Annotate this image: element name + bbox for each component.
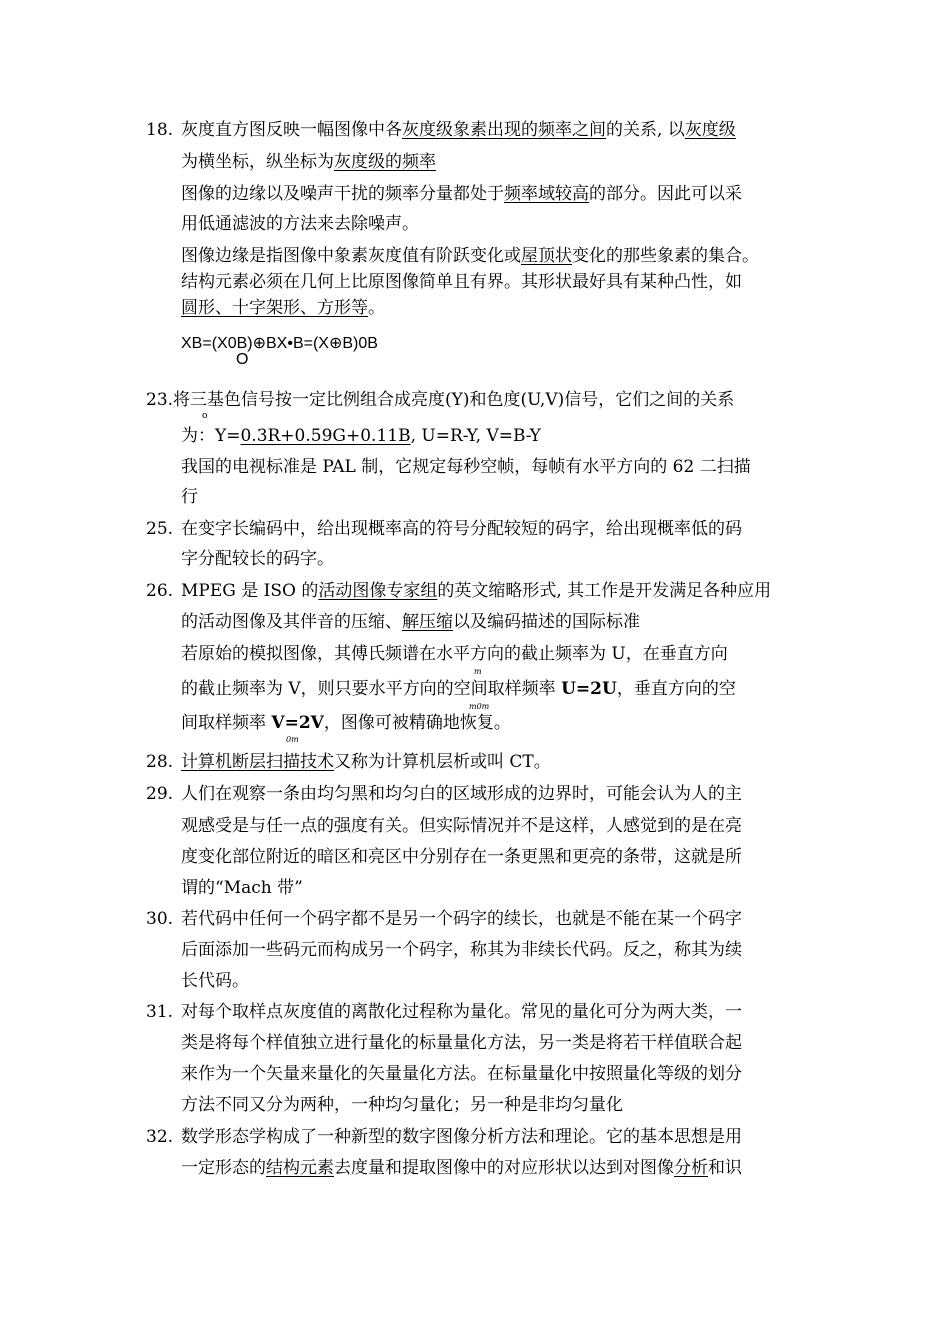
item-number: 29.: [146, 784, 174, 804]
pal-paragraph-line-1: 我国的电视标准是 PAL 制，它规定每秒空帧，每帧有水平方向的 62 二扫描: [181, 457, 751, 477]
noise-paragraph-line-2: 用低通滤波的方法来去除噪声。: [181, 214, 419, 234]
item-29-line-2: 观感受是与任一点的强度有关。但实际情况并不是这样，人感觉到的是在亮: [181, 816, 742, 836]
item-18-line-2: 为横坐标，纵坐标为灰度级的频率: [181, 152, 436, 172]
pal-paragraph-line-2: 行: [181, 487, 198, 507]
item-29-line-4: 谓的“Mach 带”: [181, 878, 303, 898]
small-marker: o: [202, 411, 208, 421]
item-26-line-1: MPEG 是 ISO 的活动图像专家组的英文缩略形式, 其工作是开发满足各种应用: [181, 581, 772, 601]
underlined-term: 圆形、十字架形、方形等: [181, 298, 368, 318]
item-number: 25.: [146, 519, 174, 539]
item-number: 26.: [146, 581, 174, 601]
item-29-line-3: 度变化部位附近的暗区和亮区中分别存在一条更黑和更亮的条带，这就是所: [181, 847, 742, 867]
item-30-line-3: 长代码。: [181, 971, 249, 991]
subscript-note: m: [474, 667, 482, 676]
edge-paragraph-line-1: 图像边缘是指图像中象素灰度值有阶跃变化或屋顶状变化的那些象素的集合。: [181, 246, 759, 266]
item-31-line-2: 类是将每个样值独立进行量化的标量量化方法，另一类是将若干样值联合起: [181, 1033, 742, 1053]
subscript-note: 0m: [286, 735, 299, 744]
item-number: 31.: [146, 1002, 174, 1022]
underlined-term: 灰度级的频率: [334, 152, 436, 172]
item-32-line-1: 数学形态学构成了一种新型的数字图像分析方法和理论。它的基本思想是用: [181, 1127, 742, 1147]
underlined-term: 频率域较高: [504, 184, 589, 204]
item-29-line-1: 人们在观察一条由均匀黑和均匀白的区域形成的边界时，可能会认为人的主: [181, 784, 742, 804]
formula-subscript: O: [236, 351, 249, 368]
structure-paragraph-line-1: 结构元素必须在几何上比原图像简单且有界。其形状最好具有某种凸性，如: [181, 272, 742, 292]
sampling-paragraph-line-1: 若原始的模拟图像，其傅氏频谱在水平方向的截止频率为 U，在垂直方向: [181, 644, 728, 664]
item-31-line-4: 方法不同又分为两种，一种均匀量化；另一种是非均匀量化: [181, 1095, 623, 1115]
underlined-term: 屋顶状: [521, 246, 572, 266]
noise-paragraph-line-1: 图像的边缘以及噪声干扰的频率分量都处于频率域较高的部分。因此可以采: [181, 184, 742, 204]
subscript-note: m0m: [469, 702, 490, 711]
underlined-term: 灰度级: [684, 120, 736, 140]
item-18-line-1: 灰度直方图反映一幅图像中各灰度级象素出现的频率之间的关系, 以灰度级: [181, 120, 736, 140]
item-number: 28.: [146, 752, 174, 772]
underlined-term: 灰度级象素出现的频率之间: [402, 120, 606, 140]
morphology-formula: XB=(X0B)⊕BX•B=(X⊕B)0B: [181, 335, 378, 352]
underlined-term: 计算机断层扫描技术: [181, 752, 334, 772]
structure-paragraph-line-2: 圆形、十字架形、方形等。: [181, 298, 385, 318]
underlined-term: 活动图像专家组: [318, 581, 438, 601]
item-30-line-1: 若代码中任何一个码字都不是另一个码字的续长，也就是不能在某一个码字: [181, 909, 742, 929]
underlined-term: 分析: [674, 1158, 708, 1178]
underlined-term: 结构元素: [266, 1158, 334, 1178]
item-25-line-2: 字分配较长的码字。: [181, 549, 334, 569]
underlined-term: 解压缩: [402, 612, 453, 632]
sampling-paragraph-line-3: 间取样频率 V=2V，图像可被精确地恢复。: [181, 713, 511, 733]
item-25-line-1: 在变字长编码中，给出现概率高的符号分配较短的码字，给出现概率低的码: [181, 519, 742, 539]
item-number: 32.: [146, 1127, 174, 1147]
item-26-line-2: 的活动图像及其伴音的压缩、解压缩以及编码描述的国际标准: [181, 612, 640, 632]
underlined-term: 0.3R+0.59G+0.11B: [240, 426, 411, 446]
item-31-line-1: 对每个取样点灰度值的离散化过程称为量化。常见的量化可分为两大类，一: [181, 1002, 742, 1022]
sampling-paragraph-line-2: 的截止频率为 V，则只要水平方向的空间取样频率 U=2U，垂直方向的空: [181, 679, 736, 699]
item-number: 23.: [146, 390, 174, 410]
item-31-line-3: 来作为一个矢量来量化的矢量量化方法。在标量量化中按照量化等级的划分: [181, 1064, 742, 1084]
item-number: 30.: [146, 909, 174, 929]
item-23-line-1: 23.将三基色信号按一定比例组合成亮度(Y)和色度(U,V)信号，它们之间的关系: [146, 390, 735, 410]
item-23-line-2: 为：Y=0.3R+0.59G+0.11B, U=R-Y, V=B-Y: [181, 426, 541, 446]
item-32-line-2: 一定形态的结构元素去度量和提取图像中的对应形状以达到对图像分析和识: [181, 1158, 742, 1178]
item-28-line-1: 计算机断层扫描技术又称为计算机层析或叫 CT。: [181, 752, 551, 772]
item-number: 18.: [146, 120, 174, 140]
item-30-line-2: 后面添加一些码元而构成另一个码字，称其为非续长代码。反之，称其为续: [181, 940, 742, 960]
